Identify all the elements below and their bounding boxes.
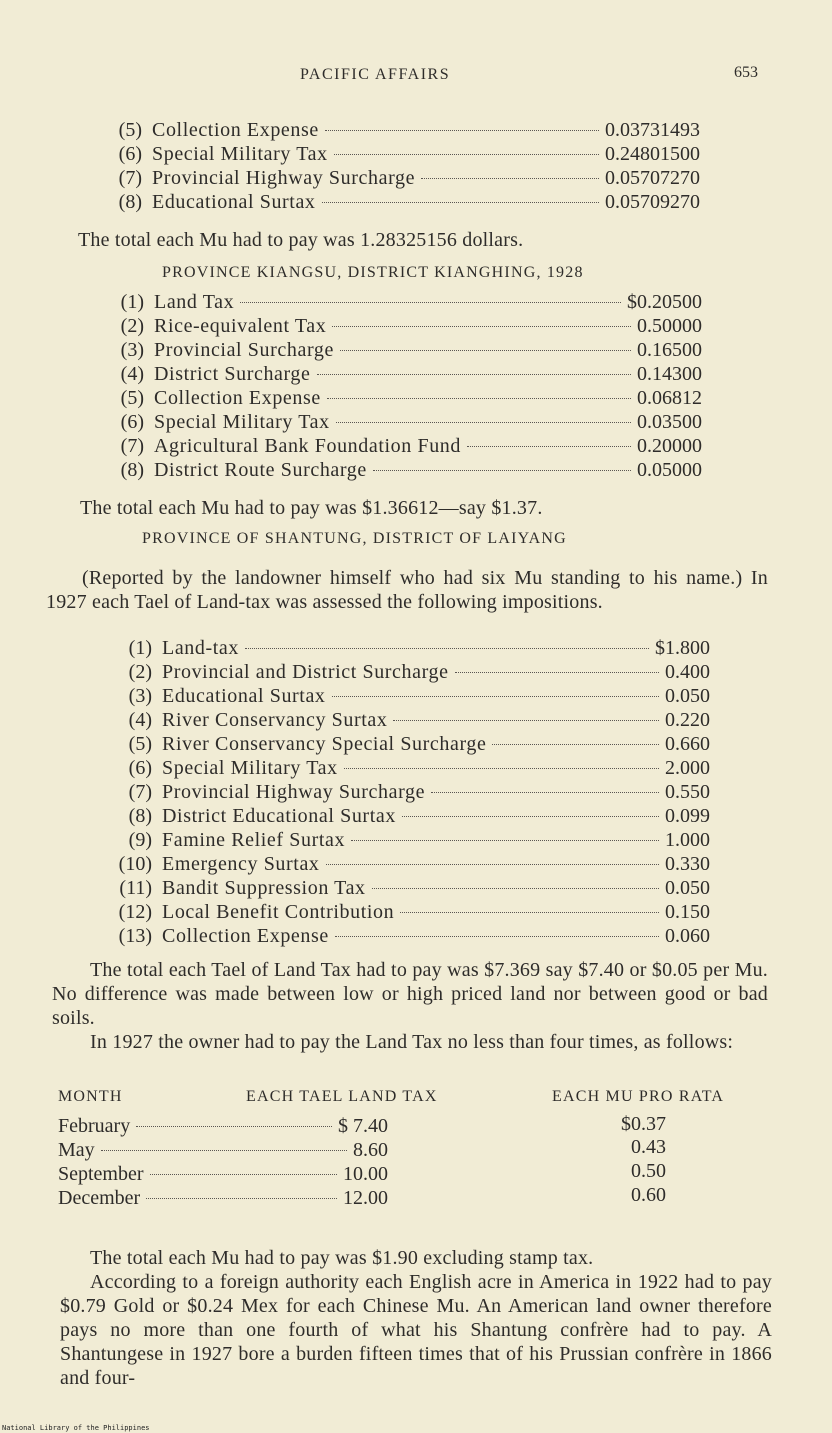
body-paragraph: According to a foreign authority each English acre in America in 1922 had to pay $0.79 Gold or $0.24 Mex for each Chinese Mu. An American land owner therefore pays no more than one fourth of what his Shantung confrère had to pay. A Shantungese in 1927 bore a burden fifteen times that of his Prussian confrère in 1866 and four-	[60, 1271, 772, 1389]
list-item: (12) Local Benefit Contribution 0.150	[118, 901, 710, 923]
scan-credit: National Library of the Philippines	[2, 1424, 150, 1432]
list-item: (7) Provincial Highway Surcharge 0.550	[128, 781, 710, 803]
table-cell: 0.43	[631, 1136, 666, 1158]
page-number: 653	[734, 64, 758, 81]
list-item: (7) Agricultural Bank Foundation Fund 0.20000	[120, 435, 702, 457]
list-item: (5) Collection Expense 0.03731493	[118, 119, 700, 141]
list-item: (4) River Conservancy Surtax 0.220	[128, 709, 710, 731]
section-heading: PROVINCE KIANGSU, DISTRICT KIANGHING, 1928	[162, 264, 584, 281]
page-header	[0, 66, 832, 90]
table-row: September 10.00	[58, 1163, 388, 1185]
table-row: December 12.00	[58, 1187, 388, 1209]
table-cell: $0.37	[621, 1113, 666, 1135]
list-item: (10) Emergency Surtax 0.330	[118, 853, 710, 875]
list-item: (8) District Route Surcharge 0.05000	[120, 459, 702, 481]
column-header-mu: EACH MU PRO RATA	[552, 1088, 725, 1105]
body-paragraph: In 1927 the owner had to pay the Land Tax no less than four times, as follows:	[90, 1031, 734, 1053]
total-paragraph: The total each Mu had to pay was 1.28325156 dollars.	[78, 229, 524, 251]
list-item: (4) District Surcharge 0.14300	[120, 363, 702, 385]
list-item: (8) Educational Surtax 0.05709270	[118, 191, 700, 213]
list-item: (13) Collection Expense 0.060	[118, 925, 710, 947]
table-cell: 0.60	[631, 1184, 666, 1206]
list-item: (6) Special Military Tax 0.03500	[120, 411, 702, 433]
list-item: (3) Educational Surtax 0.050	[128, 685, 710, 707]
body-paragraph: The total each Tael of Land Tax had to pay was $7.369 say $7.40 or $0.05 per Mu. No difference was made between low or high priced land nor between good or bad soils.	[52, 959, 768, 1029]
column-header-month: MONTH	[58, 1088, 123, 1105]
list-item: (6) Special Military Tax 0.24801500	[118, 143, 700, 165]
list-item: (1) Land Tax $0.20500	[120, 291, 702, 313]
list-item: (5) River Conservancy Special Surcharge 0.660	[128, 733, 710, 755]
running-title: PACIFIC AFFAIRS	[300, 66, 451, 83]
table-row: February $ 7.40	[58, 1115, 388, 1137]
table-cell: 0.50	[631, 1160, 666, 1182]
intro-paragraph: (Reported by the landowner himself who had six Mu standing to his name.) In 1927 each Tael of Land-tax was assessed the following impositions.	[46, 567, 768, 613]
list-item: (3) Provincial Surcharge 0.16500	[120, 339, 702, 361]
list-item: (7) Provincial Highway Surcharge 0.05707270	[118, 167, 700, 189]
list-item: (9) Famine Relief Surtax 1.000	[128, 829, 710, 851]
list-item: (2) Provincial and District Surcharge 0.400	[128, 661, 710, 683]
list-item: (11) Bandit Suppression Tax 0.050	[119, 877, 710, 899]
list-item: (2) Rice-equivalent Tax 0.50000	[120, 315, 702, 337]
body-paragraph: The total each Mu had to pay was $1.90 excluding stamp tax.	[90, 1247, 594, 1269]
section-heading: PROVINCE OF SHANTUNG, DISTRICT OF LAIYANG	[142, 530, 567, 547]
list-item: (5) Collection Expense 0.06812	[120, 387, 702, 409]
list-item: (1) Land-tax $1.800	[128, 637, 710, 659]
total-paragraph: The total each Mu had to pay was $1.36612—say $1.37.	[80, 497, 543, 519]
list-item: (8) District Educational Surtax 0.099	[128, 805, 710, 827]
list-item: (6) Special Military Tax 2.000	[128, 757, 710, 779]
column-header-tael: EACH TAEL LAND TAX	[246, 1088, 438, 1105]
table-row: May 8.60	[58, 1139, 388, 1161]
